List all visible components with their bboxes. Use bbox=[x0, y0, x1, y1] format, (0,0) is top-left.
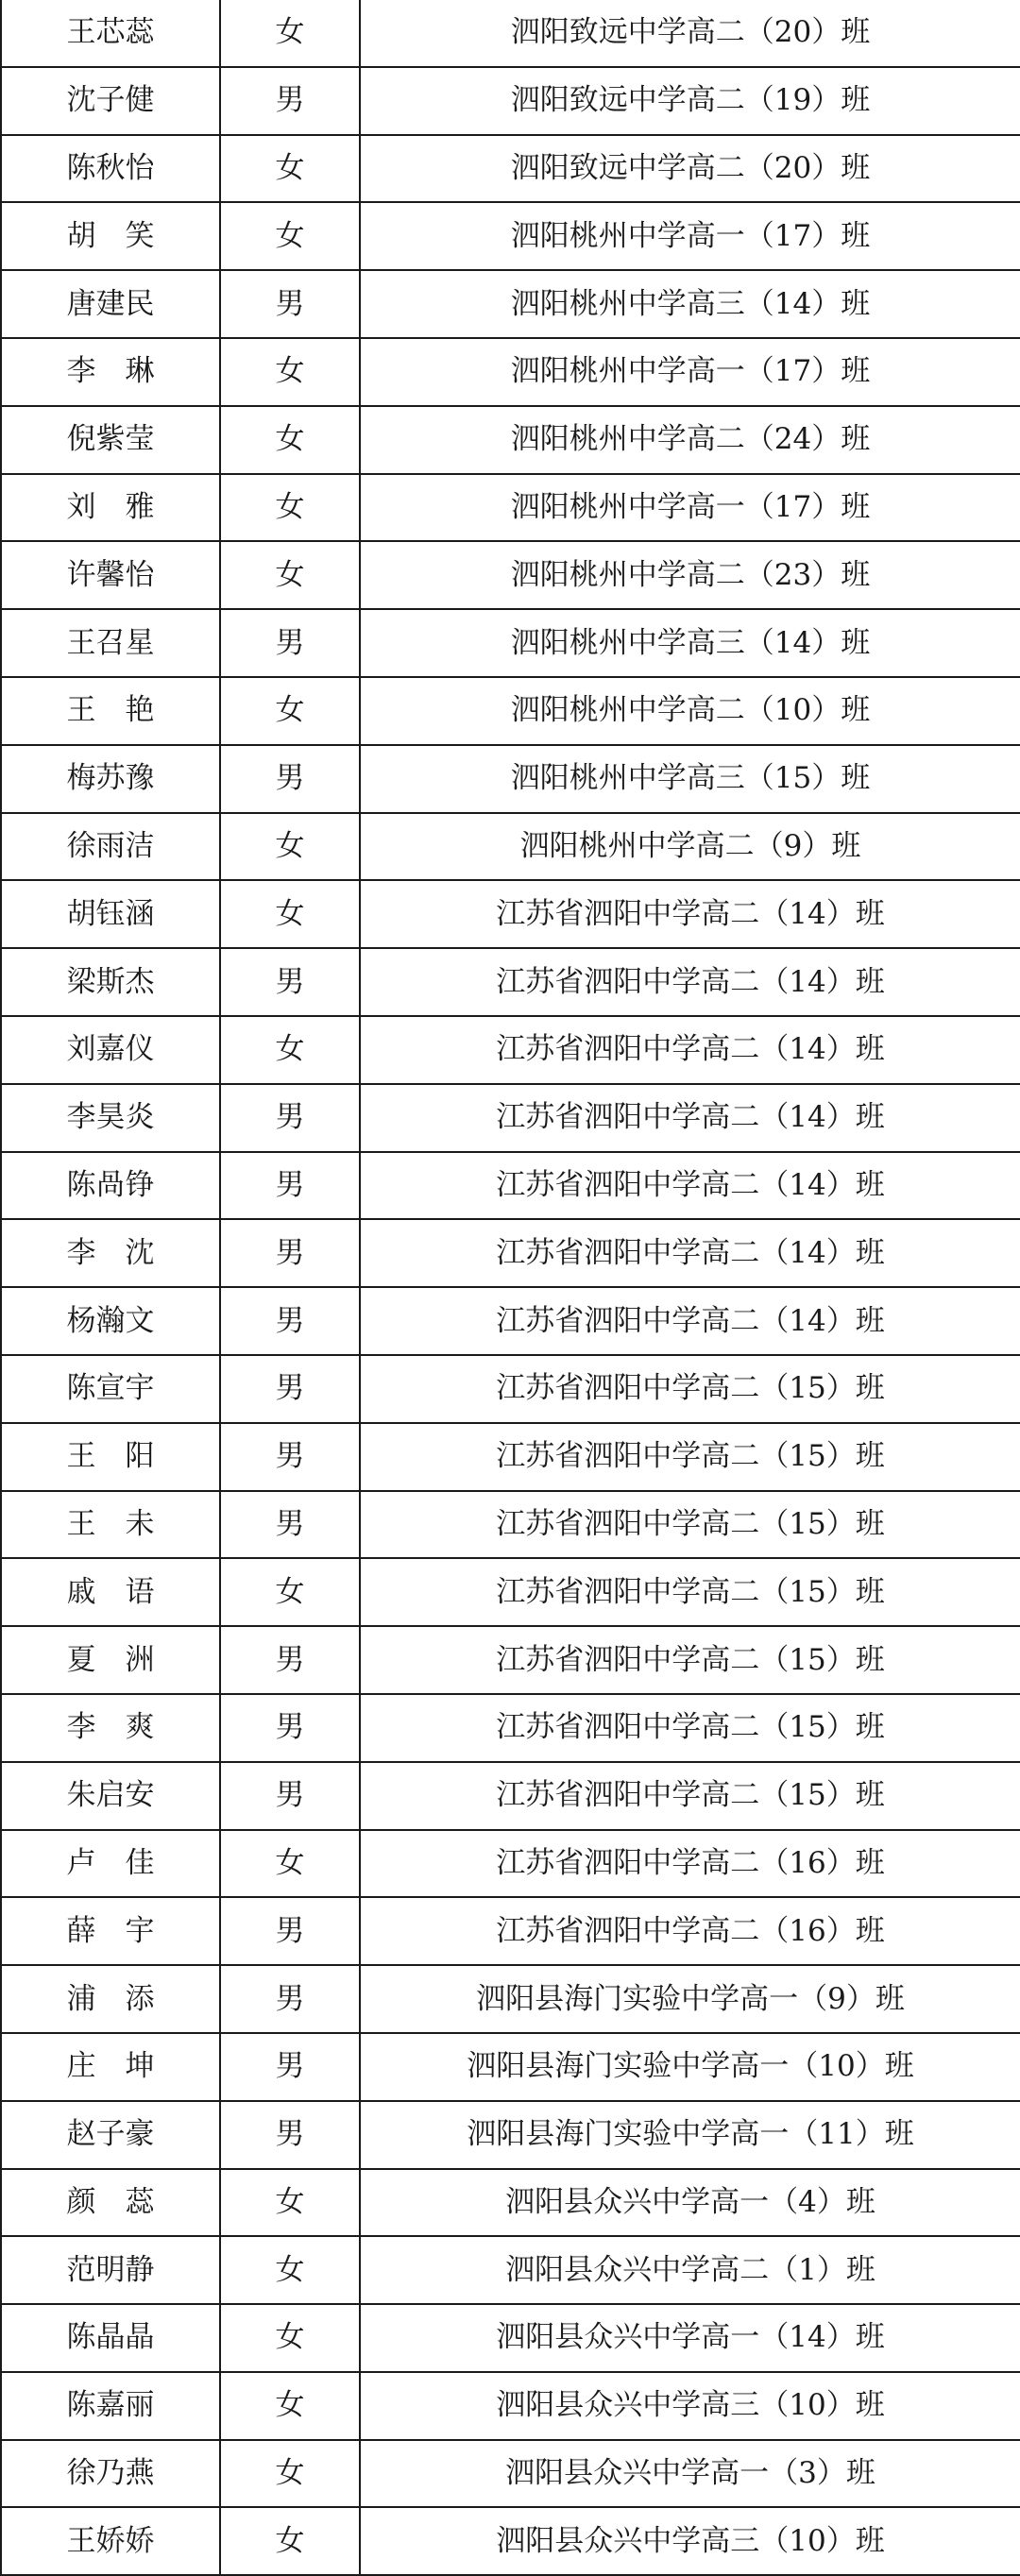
table-row bbox=[1, 0, 1020, 67]
table-row bbox=[1, 1491, 1020, 1559]
gender-cell: 男 bbox=[220, 1423, 360, 1491]
gender-cell: 女 bbox=[220, 2169, 360, 2237]
class-cell: 江苏省泗阳中学高二（16）班 bbox=[360, 1897, 1020, 1965]
student-name-cell: 王 艳 bbox=[1, 677, 220, 745]
class-cell: 泗阳致远中学高二（20）班 bbox=[360, 135, 1020, 203]
table-row bbox=[1, 202, 1020, 270]
table-row bbox=[1, 2304, 1020, 2372]
gender-cell: 女 bbox=[220, 474, 360, 542]
student-name-cell: 戚 语 bbox=[1, 1558, 220, 1626]
class-cell: 江苏省泗阳中学高二（15）班 bbox=[360, 1626, 1020, 1694]
table-row bbox=[1, 1762, 1020, 1830]
student-name-cell: 朱启安 bbox=[1, 1762, 220, 1830]
roster-body bbox=[1, 0, 1020, 2575]
gender-cell: 男 bbox=[220, 609, 360, 677]
gender-cell: 男 bbox=[220, 67, 360, 135]
student-name-cell: 梅苏豫 bbox=[1, 745, 220, 813]
gender-cell: 男 bbox=[220, 1084, 360, 1152]
table-row bbox=[1, 1219, 1020, 1287]
gender-cell: 男 bbox=[220, 1287, 360, 1355]
table-row bbox=[1, 2033, 1020, 2101]
gender-cell: 男 bbox=[220, 2033, 360, 2101]
class-cell: 泗阳县众兴中学高二（1）班 bbox=[360, 2236, 1020, 2304]
student-name-cell: 胡钰涵 bbox=[1, 880, 220, 948]
student-name-cell: 王 未 bbox=[1, 1491, 220, 1559]
table-row bbox=[1, 1016, 1020, 1084]
gender-cell: 女 bbox=[220, 2507, 360, 2575]
table-row bbox=[1, 948, 1020, 1016]
class-cell: 江苏省泗阳中学高二（14）班 bbox=[360, 1016, 1020, 1084]
table-row bbox=[1, 1287, 1020, 1355]
gender-cell: 男 bbox=[220, 1219, 360, 1287]
student-name-cell: 赵子豪 bbox=[1, 2101, 220, 2169]
class-cell: 江苏省泗阳中学高二（15）班 bbox=[360, 1762, 1020, 1830]
gender-cell: 男 bbox=[220, 1897, 360, 1965]
student-name-cell: 杨瀚文 bbox=[1, 1287, 220, 1355]
table-row bbox=[1, 1965, 1020, 2033]
gender-cell: 男 bbox=[220, 745, 360, 813]
class-cell: 泗阳桃州中学高二（9）班 bbox=[360, 813, 1020, 881]
gender-cell: 男 bbox=[220, 1491, 360, 1559]
student-name-cell: 李昊炎 bbox=[1, 1084, 220, 1152]
student-name-cell: 沈子健 bbox=[1, 67, 220, 135]
class-cell: 泗阳桃州中学高三（14）班 bbox=[360, 270, 1020, 338]
student-name-cell: 王芯蕊 bbox=[1, 0, 220, 67]
student-name-cell: 庄 坤 bbox=[1, 2033, 220, 2101]
table-row bbox=[1, 2236, 1020, 2304]
student-name-cell: 许馨怡 bbox=[1, 541, 220, 609]
student-name-cell: 刘 雅 bbox=[1, 474, 220, 542]
student-name-cell: 薛 宇 bbox=[1, 1897, 220, 1965]
gender-cell: 女 bbox=[220, 406, 360, 474]
class-cell: 泗阳县众兴中学高三（10）班 bbox=[360, 2372, 1020, 2440]
gender-cell: 女 bbox=[220, 677, 360, 745]
table-row bbox=[1, 338, 1020, 406]
student-name-cell: 李 爽 bbox=[1, 1694, 220, 1762]
class-cell: 江苏省泗阳中学高二（15）班 bbox=[360, 1491, 1020, 1559]
class-cell: 泗阳县海门实验中学高一（10）班 bbox=[360, 2033, 1020, 2101]
table-row bbox=[1, 609, 1020, 677]
table-row bbox=[1, 2372, 1020, 2440]
gender-cell: 男 bbox=[220, 2101, 360, 2169]
table-row bbox=[1, 677, 1020, 745]
table-row bbox=[1, 135, 1020, 203]
student-name-cell: 李 琳 bbox=[1, 338, 220, 406]
table-row bbox=[1, 1897, 1020, 1965]
gender-cell: 女 bbox=[220, 880, 360, 948]
student-name-cell: 陈秋怡 bbox=[1, 135, 220, 203]
class-cell: 泗阳桃州中学高二（10）班 bbox=[360, 677, 1020, 745]
student-name-cell: 胡 笑 bbox=[1, 202, 220, 270]
table-row bbox=[1, 1830, 1020, 1898]
class-cell: 江苏省泗阳中学高二（14）班 bbox=[360, 1219, 1020, 1287]
table-row bbox=[1, 67, 1020, 135]
class-cell: 泗阳致远中学高二（20）班 bbox=[360, 0, 1020, 67]
class-cell: 泗阳桃州中学高二（23）班 bbox=[360, 541, 1020, 609]
student-name-cell: 陈嘉丽 bbox=[1, 2372, 220, 2440]
gender-cell: 女 bbox=[220, 813, 360, 881]
table-row bbox=[1, 541, 1020, 609]
class-cell: 江苏省泗阳中学高二（15）班 bbox=[360, 1694, 1020, 1762]
class-cell: 江苏省泗阳中学高二（14）班 bbox=[360, 1152, 1020, 1220]
student-name-cell: 陈咼铮 bbox=[1, 1152, 220, 1220]
table-row bbox=[1, 2507, 1020, 2575]
gender-cell: 男 bbox=[220, 1762, 360, 1830]
table-row bbox=[1, 2169, 1020, 2237]
table-row bbox=[1, 2440, 1020, 2508]
student-name-cell: 倪紫莹 bbox=[1, 406, 220, 474]
gender-cell: 男 bbox=[220, 948, 360, 1016]
student-name-cell: 徐雨洁 bbox=[1, 813, 220, 881]
class-cell: 江苏省泗阳中学高二（15）班 bbox=[360, 1355, 1020, 1423]
student-name-cell: 王 阳 bbox=[1, 1423, 220, 1491]
student-name-cell: 陈晶晶 bbox=[1, 2304, 220, 2372]
table-row bbox=[1, 406, 1020, 474]
student-name-cell: 王娇娇 bbox=[1, 2507, 220, 2575]
table-row bbox=[1, 2101, 1020, 2169]
class-cell: 泗阳县众兴中学高三（10）班 bbox=[360, 2507, 1020, 2575]
table-row bbox=[1, 1694, 1020, 1762]
class-cell: 江苏省泗阳中学高二（15）班 bbox=[360, 1558, 1020, 1626]
table-row bbox=[1, 1355, 1020, 1423]
class-cell: 泗阳桃州中学高三（15）班 bbox=[360, 745, 1020, 813]
class-cell: 江苏省泗阳中学高二（14）班 bbox=[360, 948, 1020, 1016]
student-name-cell: 梁斯杰 bbox=[1, 948, 220, 1016]
class-cell: 泗阳县众兴中学高一（4）班 bbox=[360, 2169, 1020, 2237]
gender-cell: 女 bbox=[220, 2236, 360, 2304]
student-name-cell: 范明静 bbox=[1, 2236, 220, 2304]
class-cell: 泗阳桃州中学高二（24）班 bbox=[360, 406, 1020, 474]
class-cell: 泗阳桃州中学高三（14）班 bbox=[360, 609, 1020, 677]
class-cell: 泗阳县众兴中学高一（3）班 bbox=[360, 2440, 1020, 2508]
class-cell: 江苏省泗阳中学高二（16）班 bbox=[360, 1830, 1020, 1898]
gender-cell: 女 bbox=[220, 2372, 360, 2440]
student-name-cell: 唐建民 bbox=[1, 270, 220, 338]
table-row bbox=[1, 813, 1020, 881]
student-name-cell: 浦 添 bbox=[1, 1965, 220, 2033]
gender-cell: 女 bbox=[220, 2304, 360, 2372]
class-cell: 泗阳县海门实验中学高一（11）班 bbox=[360, 2101, 1020, 2169]
class-cell: 泗阳县海门实验中学高一（9）班 bbox=[360, 1965, 1020, 2033]
gender-cell: 男 bbox=[220, 1152, 360, 1220]
gender-cell: 女 bbox=[220, 1558, 360, 1626]
class-cell: 江苏省泗阳中学高二（15）班 bbox=[360, 1423, 1020, 1491]
table-row bbox=[1, 1558, 1020, 1626]
gender-cell: 男 bbox=[220, 1355, 360, 1423]
class-cell: 泗阳桃州中学高一（17）班 bbox=[360, 474, 1020, 542]
gender-cell: 男 bbox=[220, 1694, 360, 1762]
gender-cell: 女 bbox=[220, 1016, 360, 1084]
gender-cell: 女 bbox=[220, 541, 360, 609]
table-row bbox=[1, 1084, 1020, 1152]
class-cell: 江苏省泗阳中学高二（14）班 bbox=[360, 880, 1020, 948]
class-cell: 江苏省泗阳中学高二（14）班 bbox=[360, 1084, 1020, 1152]
student-name-cell: 颜 蕊 bbox=[1, 2169, 220, 2237]
class-cell: 泗阳桃州中学高一（17）班 bbox=[360, 338, 1020, 406]
gender-cell: 女 bbox=[220, 338, 360, 406]
class-cell: 江苏省泗阳中学高二（14）班 bbox=[360, 1287, 1020, 1355]
gender-cell: 女 bbox=[220, 135, 360, 203]
table-row bbox=[1, 1626, 1020, 1694]
table-row bbox=[1, 1423, 1020, 1491]
class-cell: 泗阳致远中学高二（19）班 bbox=[360, 67, 1020, 135]
table-row bbox=[1, 270, 1020, 338]
student-name-cell: 刘嘉仪 bbox=[1, 1016, 220, 1084]
student-name-cell: 徐乃燕 bbox=[1, 2440, 220, 2508]
student-name-cell: 王召星 bbox=[1, 609, 220, 677]
table-row bbox=[1, 1152, 1020, 1220]
gender-cell: 女 bbox=[220, 2440, 360, 2508]
class-cell: 泗阳县众兴中学高一（14）班 bbox=[360, 2304, 1020, 2372]
gender-cell: 男 bbox=[220, 1626, 360, 1694]
gender-cell: 男 bbox=[220, 270, 360, 338]
gender-cell: 女 bbox=[220, 1830, 360, 1898]
gender-cell: 男 bbox=[220, 1965, 360, 2033]
student-name-cell: 陈宣宇 bbox=[1, 1355, 220, 1423]
gender-cell: 女 bbox=[220, 0, 360, 67]
student-name-cell: 卢 佳 bbox=[1, 1830, 220, 1898]
student-name-cell: 李 沈 bbox=[1, 1219, 220, 1287]
table-row bbox=[1, 745, 1020, 813]
student-name-cell: 夏 洲 bbox=[1, 1626, 220, 1694]
gender-cell: 女 bbox=[220, 202, 360, 270]
table-row bbox=[1, 880, 1020, 948]
table-row bbox=[1, 474, 1020, 542]
class-cell: 泗阳桃州中学高一（17）班 bbox=[360, 202, 1020, 270]
